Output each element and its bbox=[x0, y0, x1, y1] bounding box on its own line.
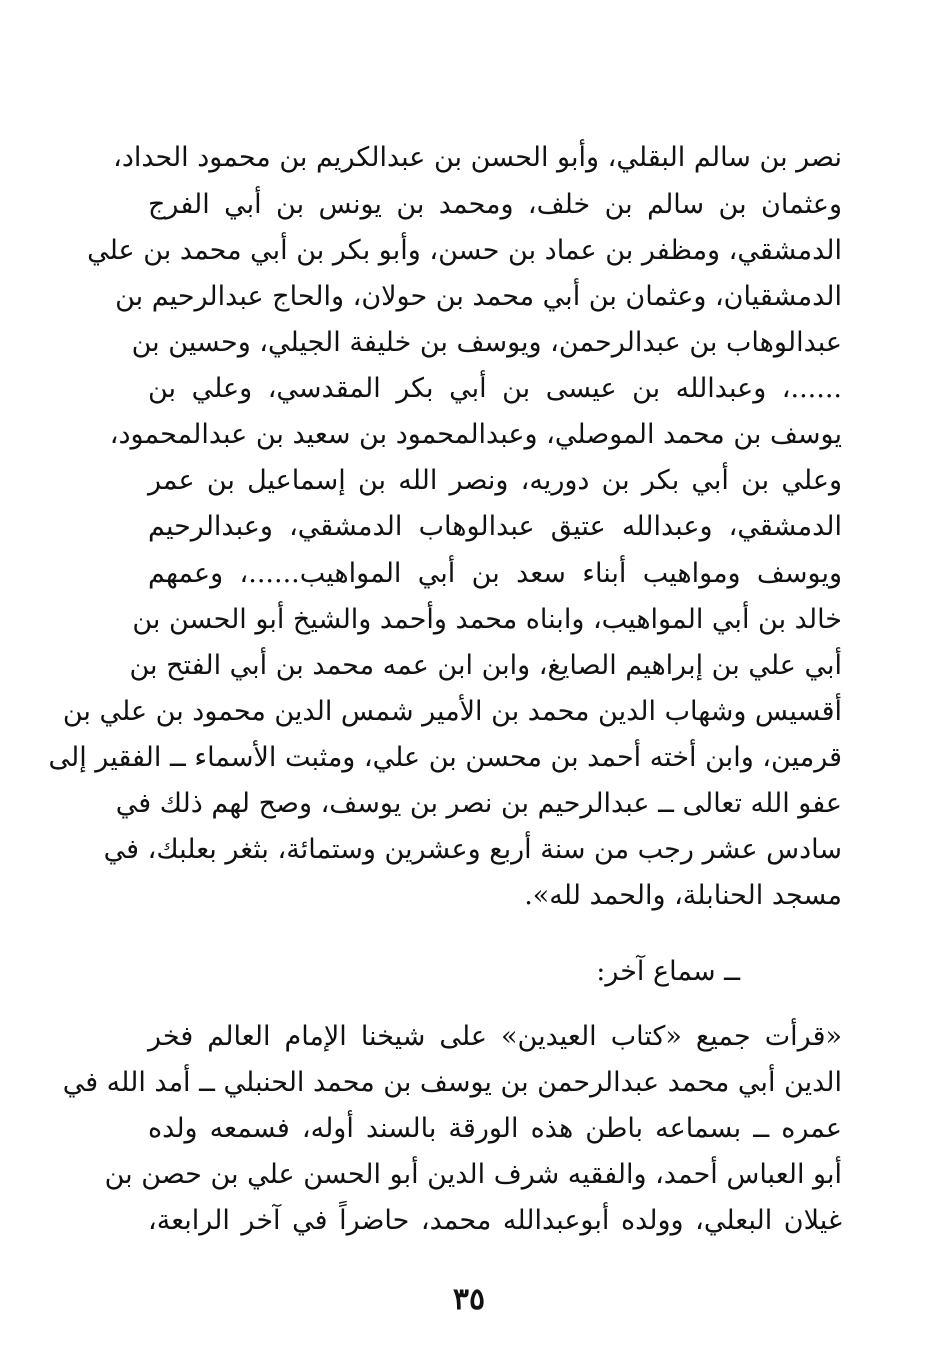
page-number: ٣٥ bbox=[452, 1282, 486, 1317]
text-line: سادس عشر رجب من سنة أربع وعشرين وستمائة، بثغر بعلبك، في bbox=[103, 834, 842, 865]
text-line: عبدالوهاب بن عبدالرحمن، ويوسف بن خليفة الجيلي، وحسين بن bbox=[131, 327, 842, 358]
text-line: الدمشقي، ومظفر بن عماد بن حسن، وأبو بكر بن أبي محمد بن علي bbox=[87, 235, 842, 266]
text-line: وعثمان بن سالم بن خلف، ومحمد بن يونس بن أبي الفرج bbox=[148, 189, 842, 220]
text-line: أبي علي بن إبراهيم الصايغ، وابن ابن عمه محمد بن أبي الفتح بن bbox=[129, 650, 842, 681]
text-line: مسجد الحنابلة، والحمد لله». bbox=[524, 880, 842, 911]
text-line: الدين أبي محمد عبدالرحمن بن يوسف بن محمد الحنبلي ــ أمد الله في bbox=[62, 1067, 842, 1098]
text-line: غيلان البعلي، وولده أبوعبدالله محمد، حاضراً في آخر الرابعة، bbox=[148, 1205, 842, 1236]
text-line: عمره ــ بسماعه باطن هذه الورقة بالسند أوله، فسمعه ولده bbox=[148, 1113, 842, 1144]
text-line: خالد بن أبي المواهيب، وابناه محمد وأحمد والشيخ أبو الحسن بن bbox=[132, 604, 842, 635]
text-line: الدمشقيان، وعثمان بن أبي محمد بن حولان، والحاج عبدالرحيم بن bbox=[115, 281, 842, 312]
text-line: عفو الله تعالى ــ عبدالرحيم بن نصر بن يوسف، وصح لهم ذلك في bbox=[115, 788, 842, 819]
text-line: ويوسف ومواهيب أبناء سعد بن أبي المواهيب......، وعمهم bbox=[148, 558, 842, 589]
text-line: نصر بن سالم البقلي، وأبو الحسن بن عبدالكريم بن محمود الحداد، bbox=[113, 142, 842, 173]
text-line: الدمشقي، وعبدالله عتيق عبدالوهاب الدمشقي، وعبدالرحيم bbox=[148, 511, 842, 542]
text-line: أبو العباس أحمد، والفقيه شرف الدين أبو الحسن علي بن حصن بن bbox=[104, 1159, 842, 1190]
text-line: ......، وعبدالله بن عيسى بن أبي بكر المقدسي، وعلي بن bbox=[148, 373, 842, 404]
text-line: «قرأت جميع «كتاب العيدين» على شيخنا الإمام العالم فخر bbox=[148, 1021, 842, 1052]
section-heading: ــ سماع آخر: bbox=[596, 956, 740, 987]
text-line: يوسف بن محمد الموصلي، وعبدالمحمود بن سعيد بن عبدالمحمود، bbox=[109, 419, 842, 450]
text-line: قرمين، وابن أخته أحمد بن محسن بن علي، ومثبت الأسماء ــ الفقير إلى bbox=[48, 742, 842, 773]
text-line: وعلي بن أبي بكر بن دوريه، ونصر الله بن إسماعيل بن عمر bbox=[148, 465, 842, 496]
text-line: أقسيس وشهاب الدين محمد بن الأمير شمس الدين محمود بن علي بن bbox=[62, 696, 842, 727]
